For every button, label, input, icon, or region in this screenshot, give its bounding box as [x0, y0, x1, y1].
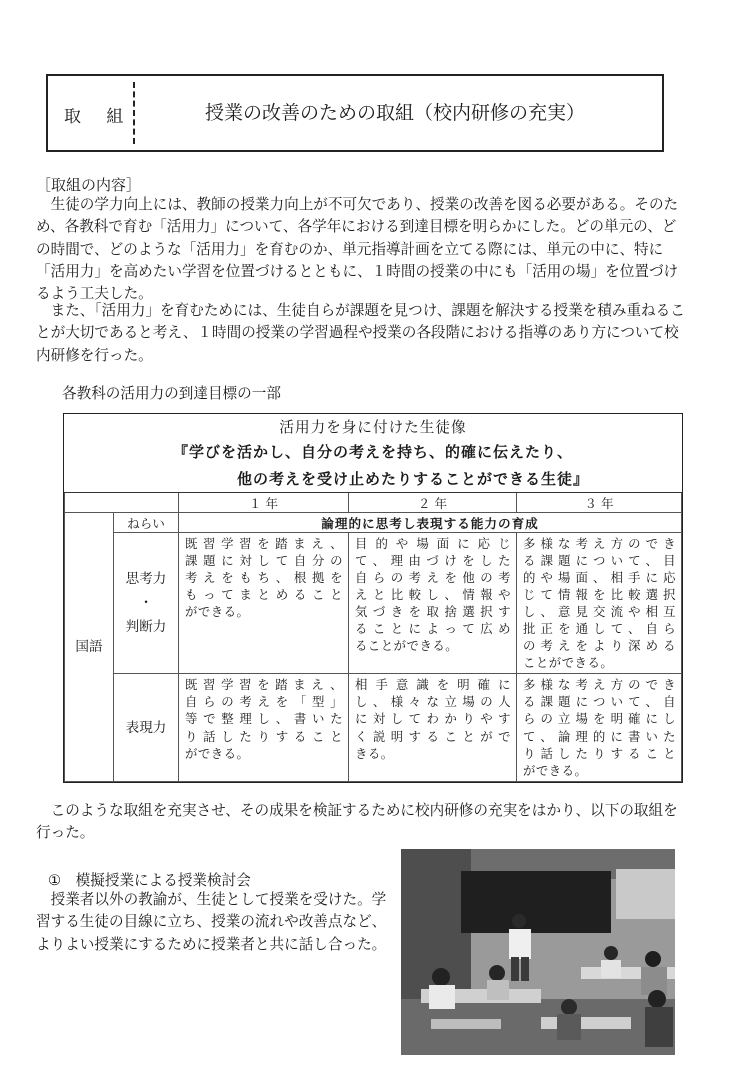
goal-line: えと比較し、情報や — [355, 586, 511, 602]
goal-line: 既習学習を踏まえ、 — [185, 535, 343, 551]
goal-line: ができる。 — [523, 762, 588, 778]
closing-paragraph: このような取組を充実させ、その成果を検証するために校内研修の充実をはかり、以下の取組を行った。 — [36, 802, 678, 842]
goal-line: て、論理的に書いた — [523, 728, 676, 744]
goal-line: の考えをより深める — [523, 638, 676, 654]
category-expression — [114, 674, 179, 782]
goal-line: 多様な考え方のでき — [523, 677, 676, 693]
category-label: 思考力 — [125, 570, 167, 587]
year-header-1: １ 年 — [179, 492, 349, 512]
goal-line: り話したりすること — [185, 728, 343, 744]
paragraph-2: また、「活用力」を育むためには、生徒自らが課題を見つけ、課題を解決する授業を積み重ねることが大切であると考え、１時間の授業の学習過程や授業の各段階における指導のあり方について校内研修を行った。 — [36, 302, 685, 364]
goal-table — [63, 413, 683, 783]
goal-cell — [179, 674, 349, 782]
year-header-3: ３ 年 — [517, 492, 682, 512]
goal-line: 多様な考え方のでき — [523, 535, 676, 551]
goal-line: 自らの考えを他の考 — [355, 569, 511, 585]
goal-cell — [179, 532, 349, 674]
subject-cell: 国語 — [65, 512, 114, 782]
category-label: 判断力 — [125, 618, 167, 635]
goal-line: らの立場を明確にし — [523, 711, 676, 727]
page-title: 授業の改善のための取組（校内研修の充実） — [204, 102, 585, 124]
goal-line: もってまとめること — [185, 586, 343, 602]
goal-line: 批正を通して、自ら — [523, 620, 676, 636]
goal-line: ことができる。 — [523, 655, 614, 671]
banner-motto-line-1: 『学びを活かし、自分の考えを持ち、的確に伝えたり、 — [172, 443, 573, 462]
goal-line: ることができる。 — [355, 638, 459, 654]
banner-subtitle: 活用力を身に付けた生徒像 — [279, 419, 467, 437]
header-box — [46, 74, 664, 152]
item-heading: ① 模擬授業による授業検討会 — [48, 872, 251, 889]
goal-cell — [517, 532, 682, 674]
goal-line: 気づきを取捨選択す — [355, 603, 511, 619]
goal-line: し、意見交流や相互 — [523, 603, 676, 619]
year-header-2: ２ 年 — [349, 492, 517, 512]
goal-table-banner — [65, 414, 682, 492]
section-heading: ［取組の内容］ — [36, 176, 142, 194]
goal-line: に対してわかりやす — [355, 711, 511, 727]
goal-line: く説明することがで — [355, 728, 511, 744]
goal-line: ができる。 — [185, 603, 250, 619]
goal-line: 的や場面、相手に応 — [523, 569, 676, 585]
goal-line: ができる。 — [185, 745, 250, 761]
goal-line: 既習学習を踏まえ、 — [185, 677, 343, 693]
item-body: 授業者以外の教諭が、生徒として授業を受けた。学習する生徒の目線に立ち、授業の流れや改善点など、よりよい授業にするために授業者と共に話し合った。 — [36, 891, 387, 953]
category-label: 表現力 — [125, 719, 167, 736]
goal-line: し、様々な立場の人 — [355, 694, 511, 710]
aim-label: ねらい — [114, 512, 179, 532]
header-label: 取 組 — [64, 107, 134, 127]
goal-line: じて情報を比較選択 — [523, 586, 676, 602]
goal-line: 自らの考えを「型」 — [185, 694, 343, 710]
goal-cell — [349, 674, 517, 782]
goal-line: り話したりすること — [523, 745, 676, 761]
goal-line: て、理由づけをした — [355, 552, 511, 568]
goal-line: る課題について、自 — [523, 694, 676, 710]
goal-line: ることによって広め — [355, 620, 511, 636]
goal-line: きる。 — [355, 745, 394, 761]
goal-line: 目的や場面に応じ — [355, 535, 511, 551]
classroom-photo-illustration — [401, 849, 675, 1055]
goal-cell — [349, 532, 517, 674]
goal-line: 課題に対して自分の — [185, 552, 343, 568]
goal-line: 考えをもち、根拠を — [185, 569, 343, 585]
category-label: ・ — [139, 594, 153, 611]
category-thinking — [114, 532, 179, 674]
classroom-photo — [401, 849, 675, 1055]
banner-motto-line-2: 他の考えを受け止めたりすることができる生徒』 — [236, 470, 589, 489]
aim-value: 論理的に思考し表現する能力の育成 — [179, 512, 682, 532]
table-caption: 各教科の活用力の到達目標の一部 — [62, 385, 281, 402]
year-header-blank — [65, 492, 179, 512]
paragraph-1: 生徒の学力向上には、教師の授業力向上が不可欠であり、授業の改善を図る必要がある。そのため、各教科で育む「活用力」について、各学年における到達目標を明らかにした。どの単元の、どの時間で、どのような「活用力」を育むのか、単元指導計画を立てる際には、単元の中に、特に「活用力」を高めたい学習を位置づけるとともに、１時間の授業の中にも「活用の場」を位置づけるよう工夫した。 — [36, 196, 679, 303]
goal-line: 等で整理し、書いた — [185, 711, 343, 727]
goal-line: る課題について、目 — [523, 552, 676, 568]
goal-cell — [517, 674, 682, 782]
header-divider — [133, 82, 135, 144]
goal-line: 相手意識を明確に — [355, 677, 511, 693]
